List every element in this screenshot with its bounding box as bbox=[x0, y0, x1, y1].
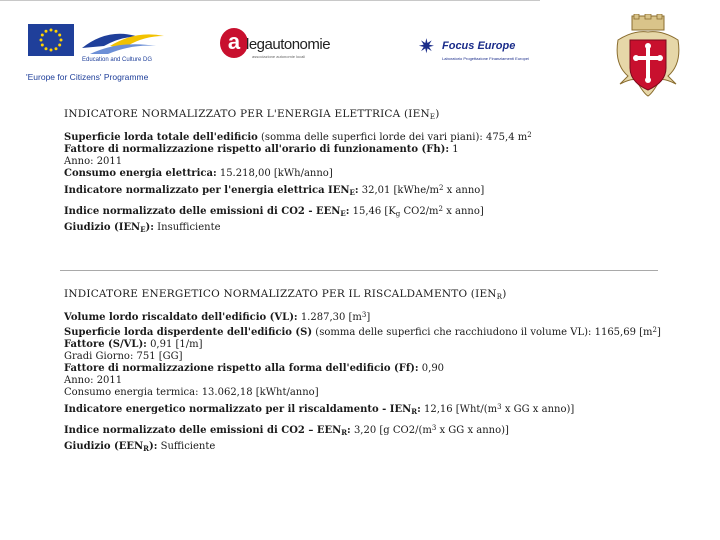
section-divider bbox=[60, 270, 658, 271]
electric-judgement-row: Giudizio $(IEN_E)$: Insufficiente bbox=[64, 222, 221, 234]
heating-emission-row: Indice normalizzato delle emissioni di $CO2 - EEN_R$: 3,20 [g $CO2/(m^3$ x GG x anno)] bbox=[64, 424, 509, 437]
coat-of-arms-icon bbox=[614, 14, 682, 98]
electric-surface-row: Superficie lorda totale dell'edificio (somma delle superfici lorde dei vari piani): 475,4 $m^2$ bbox=[64, 131, 532, 143]
programme-label: 'Europe for Citizens' Programme bbox=[26, 72, 149, 82]
heating-title: INDICATORE ENERGETICO NORMALIZZATO PER IL RISCALDAMENTO $(IEN_R)$ bbox=[64, 288, 507, 301]
eu-flag-icon bbox=[28, 24, 74, 56]
heating-surface-row: Superficie lorda disperdente dell'edificio (S) (somma delle superfici che racchiudono il volume VL): 1165,69 $[m^2]$ bbox=[64, 326, 661, 338]
lega-name: legautonomie bbox=[246, 36, 331, 53]
edu-label: Education and Culture DG bbox=[82, 57, 153, 63]
heating-year-row: Anno: 2011 bbox=[64, 375, 123, 386]
legautonomie-logo bbox=[220, 26, 360, 76]
heating-sv-row: Fattore (S/VL): 0,91 [1/m] bbox=[64, 339, 203, 350]
top-rule bbox=[0, 0, 540, 1]
focus-name: Focus Europe bbox=[442, 40, 516, 52]
focus-europe-logo bbox=[418, 34, 558, 78]
education-culture-logo-icon bbox=[80, 24, 170, 74]
electric-indicator-row: Indicatore normalizzato per l'energia elettrica $IEN_E$: 32,01 [$kWhe/m^2$ x anno] bbox=[64, 184, 485, 197]
heating-section bbox=[64, 288, 661, 455]
electric-emission-row: Indice normalizzato delle emissioni di $CO2 - EEN_E$: 15,46 [$K_g$ $CO2/m^2$ x anno] bbox=[64, 205, 484, 218]
heating-volume-row: Volume lordo riscaldato dell'edificio (VL): 1.287,30 $[m^3]$ bbox=[64, 311, 371, 323]
electric-section bbox=[64, 108, 532, 236]
heating-degree-days-row: Gradi Giorno: 751 [GG] bbox=[64, 351, 183, 362]
heating-form-factor-row: Fattore di normalizzazione rispetto alla forma dell'edificio (Ff): 0,90 bbox=[64, 363, 445, 374]
focus-subtitle: Laboratorio Progettazione Finanziamenti Europei bbox=[442, 56, 529, 61]
lega-subtitle: associazione autonomie locali bbox=[252, 54, 306, 59]
heating-consumption-row: Consumo energia termica: 13.062,18 [kWht/anno] bbox=[64, 387, 319, 398]
electric-year-row: Anno: 2011 bbox=[64, 156, 123, 167]
heating-indicator-row: Indicatore energetico normalizzato per il riscaldamento - $IEN_R$: 12,16 [$Wht/(m^3$ x GG x anno)] bbox=[64, 403, 575, 416]
lega-a-icon: a bbox=[220, 28, 248, 58]
star-icon: ✷ bbox=[418, 34, 435, 58]
electric-factor-row: Fattore di normalizzazione rispetto all'orario di funzionamento (Fh): 1 bbox=[64, 144, 459, 155]
logo-header bbox=[0, 12, 720, 92]
electric-consumption-row: Consumo energia elettrica: 15.218,00 [kWh/anno] bbox=[64, 168, 333, 179]
electric-title: INDICATORE NORMALIZZATO PER L'ENERGIA ELETTRICA $(IEN_E)$ bbox=[64, 108, 440, 121]
heating-judgement-row: Giudizio $(EEN_R)$: Sufficiente bbox=[64, 441, 216, 453]
